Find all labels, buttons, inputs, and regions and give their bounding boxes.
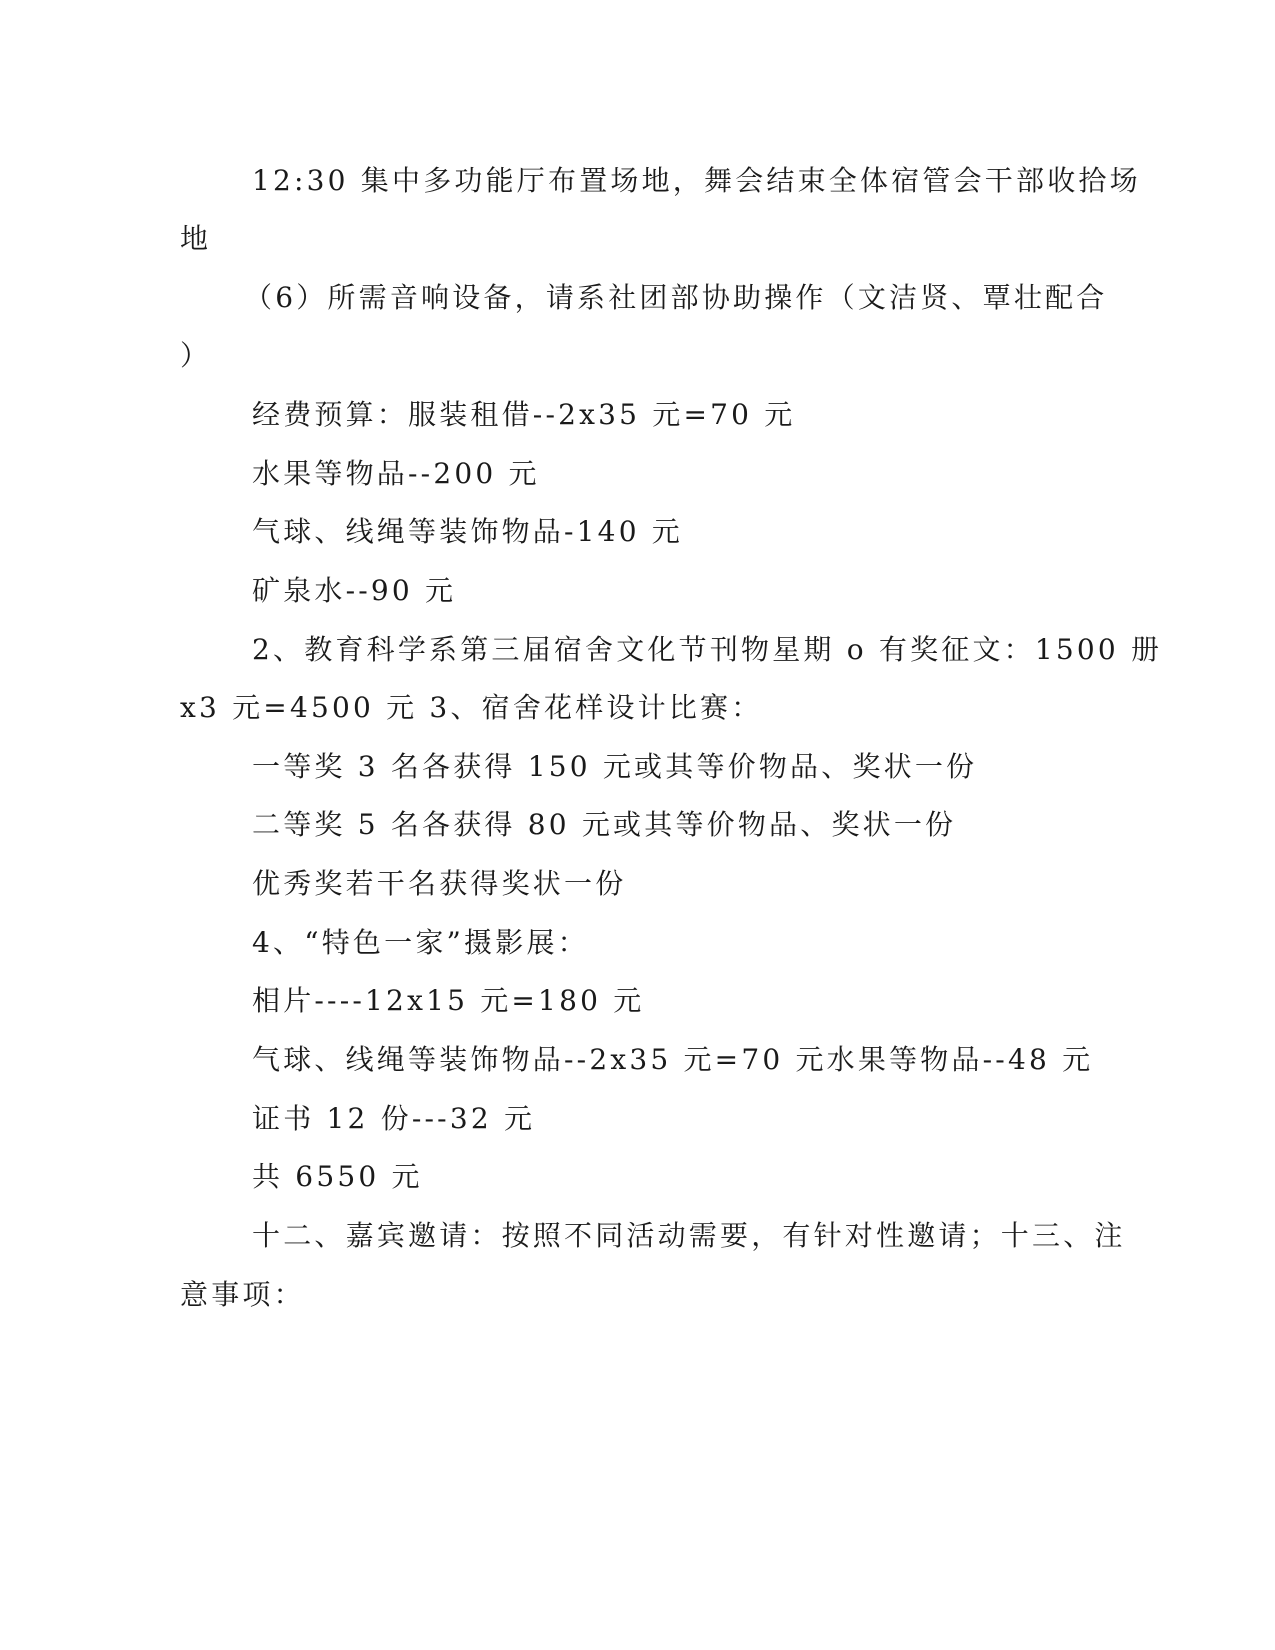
paragraph-line: ） [180,339,212,372]
paragraph-line: 意事项： [180,1278,305,1311]
budget-item-line: 气球、线绳等装饰物品-140 元 [252,515,684,548]
budget-item-line: 气球、线绳等装饰物品--2x35 元=70 元水果等物品--48 元 [252,1043,1094,1076]
paragraph-line: 12:30 集中多功能厅布置场地，舞会结束全体宿管会干部收拾场 [252,164,1141,197]
section-heading-line: 4、“特色一家”摄影展： [252,926,589,959]
paragraph-line: 2、教育科学系第三届宿舍文化节刊物星期 o 有奖征文：1500 册 [252,633,1163,666]
budget-item-line: 相片----12x15 元=180 元 [252,984,645,1017]
paragraph-line: （6）所需音响设备，请系社团部协助操作（文洁贤、覃壮配合 [244,281,1108,314]
budget-heading-line: 经费预算：服装租借--2x35 元=70 元 [252,398,796,431]
budget-item-line: 证书 12 份---32 元 [252,1102,536,1135]
budget-item-line: 矿泉水--90 元 [252,574,457,607]
prize-line: 一等奖 3 名各获得 150 元或其等价物品、奖状一份 [252,750,978,783]
paragraph-line: x3 元=4500 元 3、宿舍花样设计比赛： [180,691,763,724]
prize-line: 二等奖 5 名各获得 80 元或其等价物品、奖状一份 [252,808,957,841]
paragraph-line: 十二、嘉宾邀请：按照不同活动需要，有针对性邀请；十三、注 [252,1219,1126,1252]
paragraph-line: 地 [180,222,212,255]
budget-total-line: 共 6550 元 [252,1160,423,1193]
budget-item-line: 水果等物品--200 元 [252,457,540,490]
prize-line: 优秀奖若干名获得奖状一份 [252,867,627,900]
